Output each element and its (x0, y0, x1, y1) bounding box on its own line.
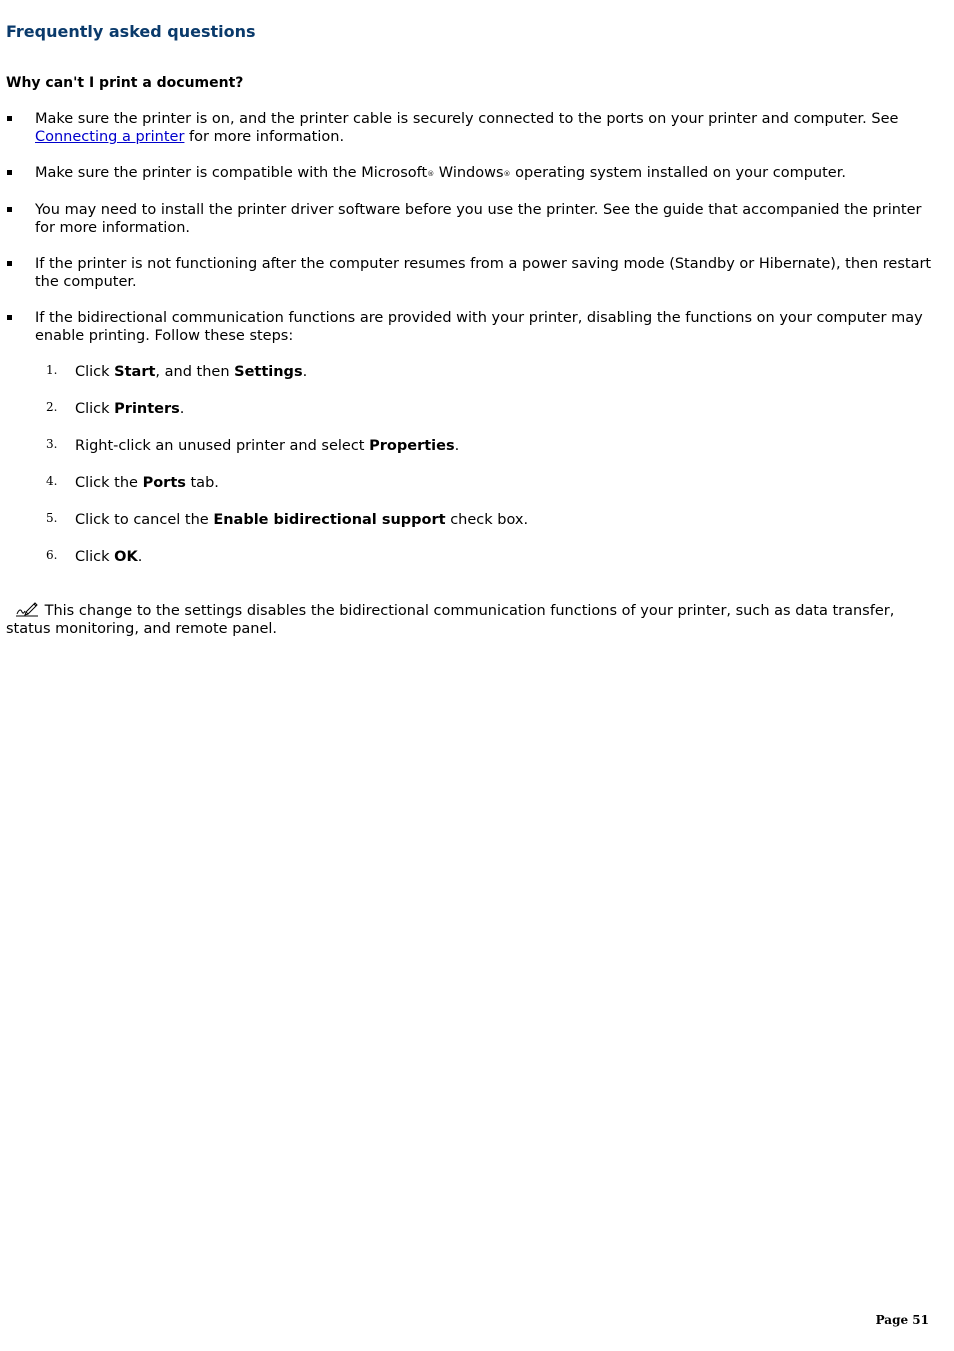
step-text: Click (75, 364, 115, 380)
bullet-item-compatibility (0, 164, 940, 183)
registered-mark: ® (427, 170, 435, 178)
bullet-item-power-saving (0, 255, 940, 291)
step-bold-term: Printers (114, 401, 180, 417)
answer-bullet-list (0, 110, 940, 585)
step-number: 2. (46, 400, 58, 414)
bullet-text: If the bidirectional communication functions are provided with your printer, disabling the functions on your computer may enable printing. Follow these steps: (35, 310, 923, 344)
step-bold-term: OK (114, 549, 138, 565)
step-number: 1. (46, 363, 58, 377)
note-pencil-icon (14, 600, 40, 618)
note-paragraph (6, 600, 941, 638)
step-text: , and then (155, 364, 235, 380)
note-text: This change to the settings disables the bidirectional communication functions of your printer, such as data transfer, status monitoring, and remote panel. (6, 603, 895, 637)
square-bullet-icon (7, 207, 12, 212)
step-text: . (454, 438, 460, 454)
bullet-text: Make sure the printer is compatible with the Microsoft (35, 165, 428, 181)
square-bullet-icon (7, 170, 12, 175)
step-item (35, 511, 940, 529)
step-item (35, 437, 940, 455)
step-text: check box. (445, 512, 529, 528)
step-item (35, 474, 940, 492)
bullet-text: If the printer is not functioning after the computer resumes from a power saving mode (Standby or Hibernate), then restart the computer. (35, 256, 932, 290)
step-text: Click (75, 401, 115, 417)
step-text: . (302, 364, 308, 380)
bullet-text: Windows (434, 165, 504, 181)
square-bullet-icon (7, 116, 12, 121)
step-text: Click to cancel the (75, 512, 214, 528)
bullet-text: Make sure the printer is on, and the printer cable is securely connected to the ports on your printer and computer. See (35, 111, 899, 127)
page-title: Frequently asked questions (6, 22, 256, 41)
steps-list (35, 363, 940, 566)
bullet-item-bidirectional (0, 309, 940, 566)
step-text: Click the (75, 475, 143, 491)
step-number: 6. (46, 548, 58, 562)
step-item (35, 400, 940, 418)
page-number: Page 51 (875, 1313, 929, 1327)
step-bold-term: Settings (234, 364, 303, 380)
bullet-item-driver (0, 201, 940, 237)
square-bullet-icon (7, 315, 12, 320)
bullet-text: You may need to install the printer driver software before you use the printer. See the guide that accompanied the printer for more information. (35, 202, 922, 236)
step-text: tab. (185, 475, 219, 491)
step-text: . (137, 549, 143, 565)
step-number: 4. (46, 474, 58, 488)
bullet-text: for more information. (184, 129, 345, 145)
step-item (35, 363, 940, 381)
connecting-a-printer-link[interactable]: Connecting a printer (35, 129, 185, 145)
step-text: Right-click an unused printer and select (75, 438, 370, 454)
step-bold-term: Ports (142, 475, 186, 491)
step-number: 3. (46, 437, 58, 451)
registered-mark: ® (503, 170, 511, 178)
step-item (35, 548, 940, 566)
bullet-item-printer-connection (0, 110, 940, 146)
step-bold-term: Properties (369, 438, 455, 454)
step-text: . (179, 401, 185, 417)
step-bold-term: Enable bidirectional support (213, 512, 446, 528)
step-text: Click (75, 549, 115, 565)
step-number: 5. (46, 511, 58, 525)
bullet-text: operating system installed on your computer. (510, 165, 846, 181)
faq-question: Why can't I print a document? (6, 75, 244, 91)
square-bullet-icon (7, 261, 12, 266)
step-bold-term: Start (114, 364, 156, 380)
